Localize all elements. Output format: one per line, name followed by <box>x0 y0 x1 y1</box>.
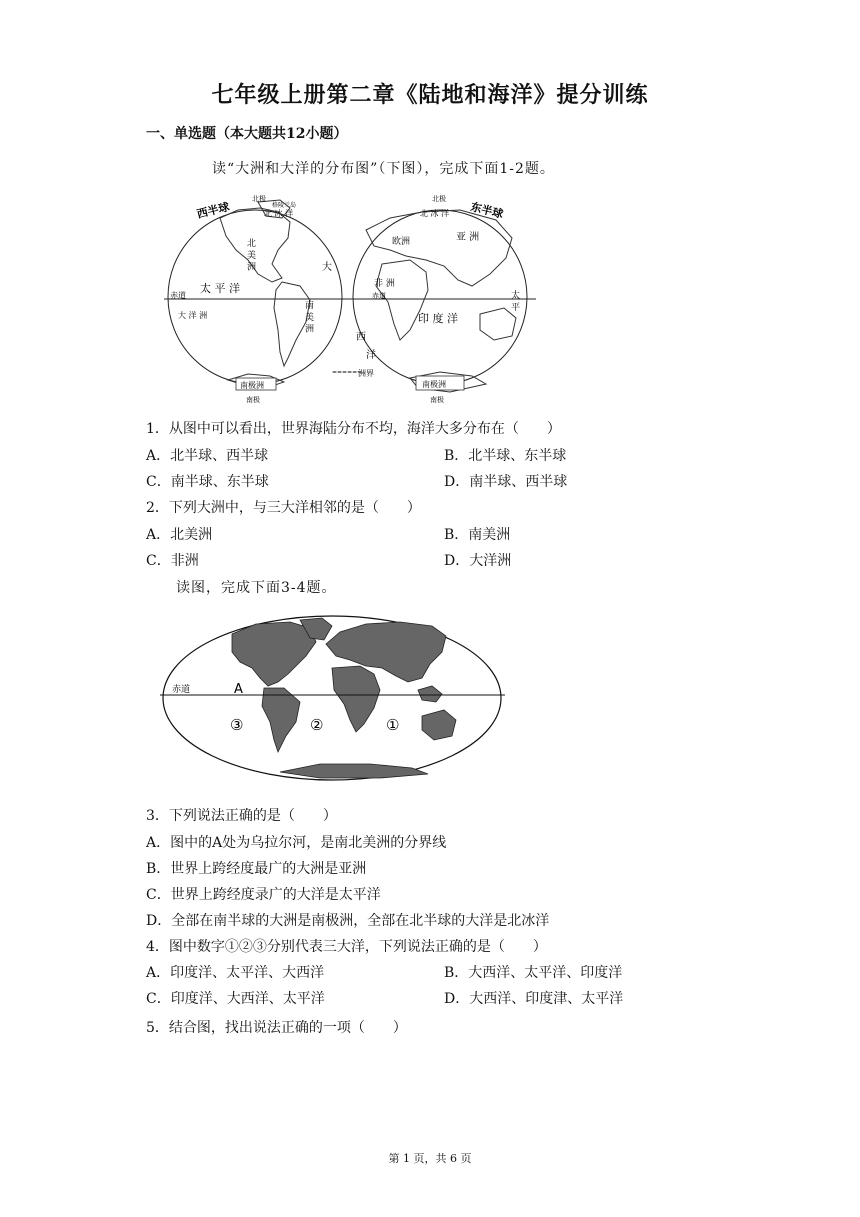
oceania-label-west: 大 洋 洲 <box>178 311 208 320</box>
asia-label: 亚 洲 <box>456 232 480 243</box>
ocean-3-label: ③ <box>230 716 244 734</box>
west-hemisphere-circle <box>168 210 342 384</box>
question-3-stem: 3．下列说法正确的是（ ） <box>146 808 337 824</box>
legend-label: 洲界 <box>358 369 374 378</box>
australia-shape <box>422 710 456 740</box>
ocean-2-label: ② <box>310 716 324 734</box>
hemispheres-map <box>160 190 540 405</box>
question-1-option-d: D．南半球、西半球 <box>444 474 568 490</box>
pacific-label-west: 太 平 洋 <box>200 282 240 295</box>
north-pole-label-east: 北极 <box>432 195 446 203</box>
africa-label: 非 洲 <box>374 279 395 289</box>
africa-shape <box>376 260 428 340</box>
pacific-label-east: 太 平 <box>509 290 519 311</box>
antarctica-label-east: 南极洲 <box>422 380 446 389</box>
atlantic-label-east: 西 <box>356 332 366 343</box>
question-4-option-c: C．印度洋、大西洋、太平洋 <box>146 991 325 1007</box>
question-3-option-b: B．世界上跨经度最广的大洲是亚洲 <box>146 861 367 877</box>
question-1-option-b: B．北半球、东半球 <box>444 448 567 464</box>
southeast-asia-islands-shape <box>418 686 442 702</box>
east-hemisphere-label: 东半球 <box>469 200 505 221</box>
question-3-option-c: C．世界上跨经度录广的大洋是太平洋 <box>146 887 381 903</box>
greenland-label: 格陵兰岛 <box>272 202 297 209</box>
south-america-label: 南 美 洲 <box>303 300 313 333</box>
equator-label-east: 赤道 <box>372 292 386 300</box>
ocean-1-label: ① <box>386 716 400 734</box>
south-america-shape <box>262 688 300 752</box>
north-america-label: 北 美 洲 <box>245 238 255 271</box>
legend-swatch: ====== <box>332 369 363 376</box>
west-hemisphere-label: 西半球 <box>195 200 231 221</box>
north-pole-label-west: 北极 <box>252 195 266 203</box>
page-title: 七年级上册第二章《陆地和海洋》提分训练 <box>211 82 649 108</box>
indian-ocean-label: 印 度 洋 <box>418 312 458 325</box>
question-3-option-a: A．图中的A处为乌拉尔河，是南北美洲的分界线 <box>146 835 447 851</box>
section-heading: 一、单选题（本大题共12小题） <box>146 126 348 142</box>
south-pole-label-east: 南极 <box>430 396 444 404</box>
question-1-option-c: C．南半球、东半球 <box>146 474 269 490</box>
eurasia-shape <box>366 210 512 286</box>
point-a-label: A <box>234 682 243 697</box>
question-4-option-b: B．大西洋、太平洋、印度洋 <box>444 965 623 981</box>
europe-label: 欧洲 <box>392 237 411 247</box>
south-pole-label-west: 南极 <box>246 396 260 404</box>
intro-text-1: 读“大洲和大洋的分布图”（下图），完成下面1-2题。 <box>212 161 555 177</box>
question-2-option-a: A．北美洲 <box>146 527 213 543</box>
atlantic-ocean-char-east: 洋 <box>366 350 376 361</box>
question-1-stem: 1．从图中可以看出，世界海陆分布不均，海洋大多分布在（ ） <box>146 421 561 437</box>
equator-label: 赤道 <box>172 685 191 695</box>
north-america-shape <box>232 622 316 686</box>
arctic-ocean-label-west: 北 冰 洋 <box>264 209 294 218</box>
question-5-stem: 5．结合图，找出说法正确的一项（ ） <box>146 1020 407 1036</box>
page-footer: 第 1 页，共 6 页 <box>388 1152 472 1165</box>
arctic-ocean-label-east: 北 冰 洋 <box>420 209 450 218</box>
question-4-option-d: D．大西洋、印度津、太平洋 <box>444 991 624 1007</box>
question-3-option-d: D．全部在南半球的大洲是南极洲，全部在北半球的大洋是北冰洋 <box>146 913 550 929</box>
equator-label-west: 赤道 <box>170 291 186 300</box>
intro-text-2: 读图，完成下面3-4题。 <box>176 580 337 596</box>
north-america-shape <box>220 208 290 282</box>
antarctica-shape <box>280 764 428 778</box>
world-map <box>160 612 505 782</box>
atlantic-label-west: 大 <box>322 262 332 273</box>
question-2-option-b: B．南美洲 <box>444 527 511 543</box>
question-4-stem: 4．图中数字①②③分别代表三大洋，下列说法正确的是（ ） <box>146 939 547 955</box>
question-2-option-d: D．大洋洲 <box>444 553 512 569</box>
question-2-stem: 2．下列大洲中，与三大洋相邻的是（ ） <box>146 500 421 516</box>
australia-shape <box>480 308 516 340</box>
question-1-option-a: A．北半球、西半球 <box>146 448 269 464</box>
antarctica-label-west: 南极洲 <box>240 381 264 390</box>
question-2-option-c: C．非洲 <box>146 553 199 569</box>
africa-shape <box>332 666 380 732</box>
question-4-option-a: A．印度洋、太平洋、大西洋 <box>146 965 325 981</box>
